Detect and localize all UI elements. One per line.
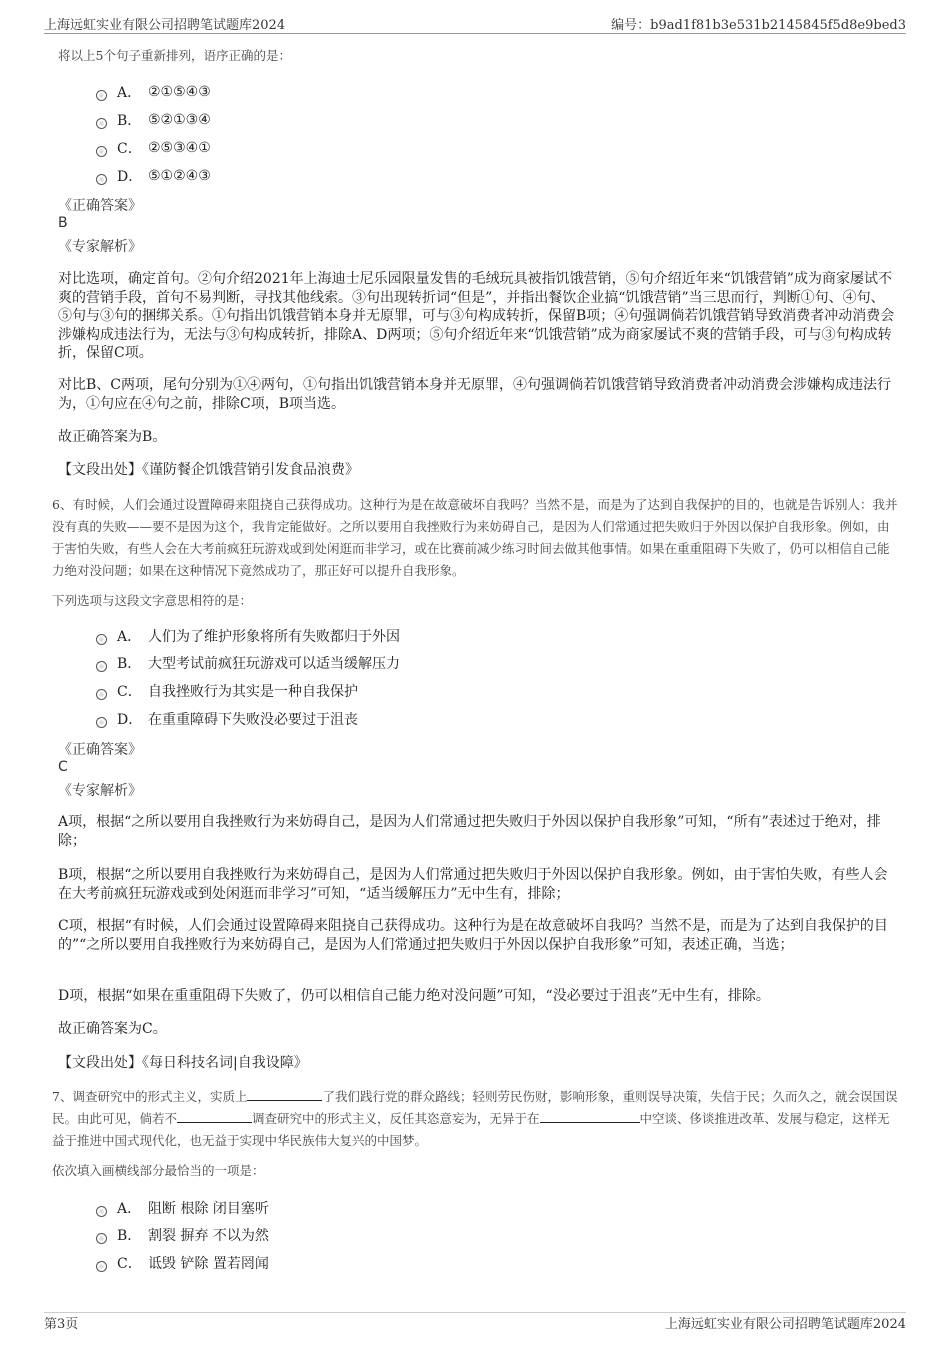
q7-passage: 7、调查研究中的形式主义，实质上 了我们践行党的群众路线；轻则劳民伤财，影响形象，重则误导决策，失信于民；久而久之，就会误国误民。由此可见，倘若不 调查研究中的形式主义，反任其恣意妄为，无异于在 中空谈、侈谈推进改革、发展与稳定，这样无益于推进中国式现代化，也无益于实现中华民族伟大复兴的中国梦。 <box>52 1089 898 1148</box>
q6-option-a[interactable]: A． 人们为了维护形象将所有失败都归于外因 <box>96 626 400 646</box>
q6-passage: 6、有时候，人们会通过设置障碍来阻挠自己获得成功。这种行为是在故意破坏自我吗？当然不是，而是为了达到自我保护的目的，也就是告诉别人：我并没有真的失败——要不是因为这个，我肯定能做好。之所以要用自我挫败行为来妨碍自己，是因为人们常通过把失败归于外因以保护自我形象。例如，由于害怕失败，有些人会在大考前疯狂玩游戏或到处闲逛而非学习，或在比赛前减少练习时间去做其他事情。如果在重重阻碍下失败了，仍可以相信自己能力绝对没问题；如果在这种情况下竟然成功了，那正好可以提升自我形象。 <box>52 497 898 578</box>
radio-icon[interactable] <box>96 661 107 672</box>
header-doc-id: 编号：b9ad1f81b3e531b2145845f5d8e9bed3 <box>611 18 906 33</box>
fill-blank-3[interactable] <box>540 1110 640 1123</box>
q6-option-b[interactable]: B． 大型考试前疯狂玩游戏可以适当缓解压力 <box>96 653 400 673</box>
q5-option-c[interactable]: C． ②⑤③④① <box>96 138 211 158</box>
q6-option-d[interactable]: D． 在重重障碍下失败没必要过于沮丧 <box>96 709 358 729</box>
q5-analysis-p1: 对比选项，确定首句。②句介绍2021年上海迪士尼乐园限量发售的毛绒玩具被指饥饿营销，⑤句介绍近年来“饥饿营销”成为商家屡试不爽的营销手段，首句不易判断，寻找其他线索。③句出现转折词“但是”，并指出餐饮企业搞“饥饿营销”当三思而行，判断①句、④句、⑤句与③句的捆绑关系。①句指出饥饿营销本身并无原罪，可与③句构成转折，保留B项；④句强调倘若饥饿营销导致消费者冲动消费会涉嫌构成违法行为，无法与③句构成转折，排除A、D两项；⑤句介绍近年来“饥饿营销”成为商家屡试不爽的营销手段，可与③句构成转折，保留C项。 <box>58 271 895 361</box>
radio-icon[interactable] <box>96 634 107 645</box>
q7-option-a[interactable]: A． 阻断 根除 闭目塞听 <box>96 1198 269 1218</box>
radio-icon[interactable] <box>96 1261 107 1272</box>
q6-analysis-a: A项，根据“之所以要用自我挫败行为来妨碍自己，是因为人们常通过把失败归于外因以保护自我形象”可知，“所有”表述过于绝对，排除； <box>58 814 881 849</box>
q5-analysis-p3: 故正确答案为B。 <box>58 429 167 445</box>
q5-prompt: 将以上5个句子重新排列，语序正确的是： <box>58 48 291 63</box>
radio-icon[interactable] <box>96 90 107 101</box>
radio-icon[interactable] <box>96 717 107 728</box>
q5-answer-label: 《正确答案》 <box>58 198 142 214</box>
page-number: 第3页 <box>44 1317 79 1332</box>
radio-icon[interactable] <box>96 1233 107 1244</box>
q5-option-d[interactable]: D． ⑤①②④③ <box>96 166 211 186</box>
radio-icon[interactable] <box>96 118 107 129</box>
q7-prompt: 依次填入画横线部分最恰当的一项是： <box>52 1163 265 1178</box>
radio-icon[interactable] <box>96 1206 107 1217</box>
q6-analysis-b: B项，根据“之所以要用自我挫败行为来妨碍自己，是因为人们常通过把失败归于外因以保护自我形象。例如，由于害怕失败，有些人会在大考前疯狂玩游戏或到处闲逛而非学习”可知，“适当缓解压力”无中生有，排除； <box>58 867 888 902</box>
radio-icon[interactable] <box>96 146 107 157</box>
radio-icon[interactable] <box>96 174 107 185</box>
header-title: 上海远虹实业有限公司招聘笔试题库2024 <box>44 18 286 33</box>
q6-analysis-c: C项，根据“有时候，人们会通过设置障碍来阻挠自己获得成功。这种行为是在故意破坏自我吗？当然不是，而是为了达到自我保护的目的”“之所以要用自我挫败行为来妨碍自己，是因为人们常通过把失败归于外因以保护自我形象”可知，表述正确，当选； <box>58 918 888 953</box>
q6-option-c[interactable]: C． 自我挫败行为其实是一种自我保护 <box>96 681 358 701</box>
q6-prompt: 下列选项与这段文字意思相符的是： <box>52 593 253 608</box>
q6-analysis-label: 《专家解析》 <box>58 783 142 799</box>
q6-source: 【文段出处】《每日科技名词|自我设障》 <box>58 1055 308 1071</box>
q5-source: 【文段出处】《谨防餐企饥饿营销引发食品浪费》 <box>58 462 359 478</box>
fill-blank-2[interactable] <box>177 1110 252 1123</box>
header-divider <box>44 33 906 34</box>
q5-option-a[interactable]: A． ②①⑤④③ <box>96 82 211 102</box>
q5-analysis-p2: 对比B、C两项，尾句分别为①④两句，①句指出饥饿营销本身并无原罪，④句强调倘若饥饿营销导致消费者冲动消费会涉嫌构成违法行为，①句应在④句之前，排除C项，B项当选。 <box>58 377 891 412</box>
footer-title: 上海远虹实业有限公司招聘笔试题库2024 <box>664 1317 906 1332</box>
q5-analysis-label: 《专家解析》 <box>58 239 142 255</box>
fill-blank-1[interactable] <box>247 1088 322 1101</box>
q5-answer: B <box>58 215 68 231</box>
q6-analysis-conclusion: 故正确答案为C。 <box>58 1021 167 1037</box>
q6-answer-label: 《正确答案》 <box>58 742 142 758</box>
q5-option-b[interactable]: B． ⑤②①③④ <box>96 110 211 130</box>
q6-answer: C <box>58 759 68 775</box>
q7-option-c[interactable]: C． 诋毁 铲除 置若罔闻 <box>96 1253 269 1273</box>
q7-option-b[interactable]: B． 割裂 摒弃 不以为然 <box>96 1225 269 1245</box>
radio-icon[interactable] <box>96 689 107 700</box>
q6-analysis-d: D项，根据“如果在重重阻碍下失败了，仍可以相信自己能力绝对没问题”可知，“没必要过于沮丧”无中生有，排除。 <box>58 988 770 1004</box>
